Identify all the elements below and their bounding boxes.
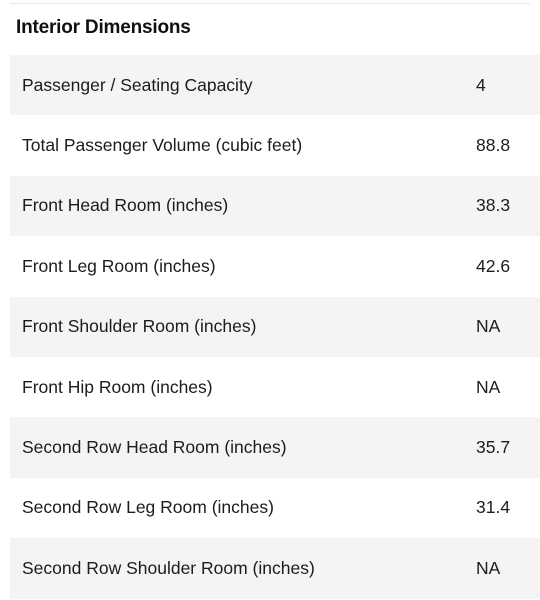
spec-value: 42.6: [476, 255, 511, 276]
spec-label: Passenger / Seating Capacity: [22, 74, 253, 95]
spec-value: 31.4: [476, 497, 511, 518]
spec-label: Second Row Shoulder Room (inches): [22, 557, 315, 578]
spec-row-total-passenger-volume: [10, 115, 540, 175]
spec-label: Front Hip Room (inches): [22, 376, 213, 397]
spec-label: Second Row Leg Room (inches): [22, 497, 274, 518]
spec-row-second-row-leg-room: [10, 478, 540, 538]
section-title: Interior Dimensions: [16, 17, 191, 38]
spec-value: 35.7: [476, 437, 511, 458]
spec-row-second-row-head-room: [10, 417, 540, 477]
spec-value: NA: [476, 376, 501, 397]
spec-row-passenger-capacity: [10, 55, 540, 115]
spec-label: Total Passenger Volume (cubic feet): [22, 135, 303, 156]
spec-row-front-hip-room: [10, 357, 540, 417]
interior-dimensions-table: [10, 55, 540, 599]
spec-value: 38.3: [476, 195, 511, 216]
spec-label: Front Shoulder Room (inches): [22, 316, 257, 337]
spec-value: 4: [476, 74, 486, 95]
spec-row-front-head-room: [10, 176, 540, 236]
spec-label: Second Row Head Room (inches): [22, 437, 287, 458]
spec-value: NA: [476, 316, 501, 337]
spec-row-second-row-shoulder-room: [10, 538, 540, 598]
spec-value: NA: [476, 557, 501, 578]
spec-row-front-leg-room: [10, 236, 540, 296]
spec-label: Front Leg Room (inches): [22, 255, 216, 276]
spec-value: 88.8: [476, 135, 511, 156]
top-divider: [10, 3, 530, 4]
spec-row-front-shoulder-room: [10, 297, 540, 357]
spec-label: Front Head Room (inches): [22, 195, 229, 216]
